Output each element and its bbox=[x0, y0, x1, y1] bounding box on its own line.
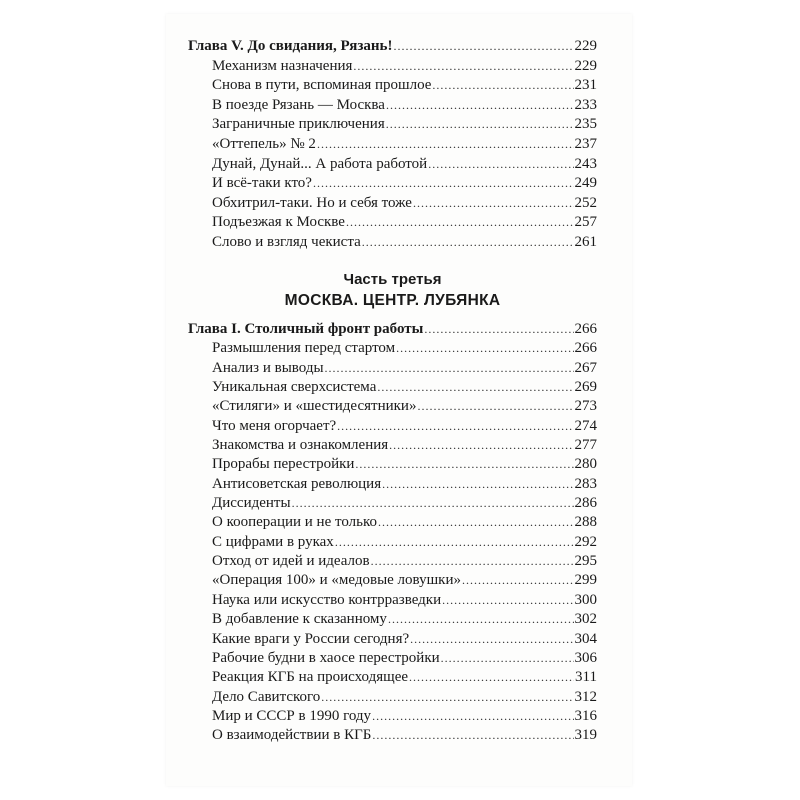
entry-title: Прорабы перестройки bbox=[212, 456, 355, 473]
dot-leader bbox=[321, 688, 573, 707]
dot-leader bbox=[382, 475, 573, 494]
dot-leader bbox=[372, 707, 573, 726]
entry-title: В добавление к сказанному bbox=[212, 611, 387, 628]
entry-title: Дунай, Дунай... А работа работой bbox=[212, 155, 428, 172]
toc-entry bbox=[188, 378, 597, 397]
dot-leader bbox=[417, 397, 573, 416]
page-number: 277 bbox=[574, 437, 597, 454]
page-number: 299 bbox=[574, 572, 597, 589]
entry-title: «Операция 100» и «медовые ловушки» bbox=[212, 572, 461, 589]
entry-title: Отход от идей и идеалов bbox=[212, 553, 370, 570]
page-number: 292 bbox=[574, 533, 597, 550]
entry-title: «Стиляги» и «шестидесятники» bbox=[212, 398, 417, 415]
entry-title: Диссиденты bbox=[212, 495, 291, 512]
page-number: 257 bbox=[574, 214, 597, 231]
page-number: 316 bbox=[574, 707, 597, 724]
page-number: 319 bbox=[574, 727, 597, 744]
page-number: 266 bbox=[574, 340, 597, 357]
entry-title: Реакция КГБ на происходящее bbox=[212, 669, 409, 686]
toc-entry bbox=[188, 339, 597, 358]
entry-title: Антисоветская революция bbox=[212, 475, 382, 492]
dot-leader bbox=[346, 213, 574, 233]
toc-entry bbox=[188, 57, 597, 77]
dot-leader bbox=[355, 455, 573, 474]
dot-leader bbox=[362, 233, 574, 253]
dot-leader bbox=[386, 115, 574, 135]
entry-title: Знакомства и ознакомления bbox=[212, 437, 389, 454]
toc-entry bbox=[188, 455, 597, 474]
dot-leader bbox=[413, 194, 574, 214]
toc-entry bbox=[188, 494, 597, 513]
toc-entry bbox=[188, 630, 597, 649]
chapter-title: Глава V. До свидания, Рязань! bbox=[188, 38, 393, 54]
dot-leader bbox=[388, 610, 574, 629]
toc-entry bbox=[188, 359, 597, 378]
dot-leader bbox=[337, 417, 573, 436]
entry-title: Уникальная сверхсистема bbox=[212, 379, 377, 396]
entry-title: И всё-таки кто? bbox=[212, 175, 312, 192]
toc-entry bbox=[188, 571, 597, 590]
toc-entry bbox=[188, 96, 597, 116]
dot-leader bbox=[378, 513, 573, 532]
toc-entry bbox=[188, 397, 597, 416]
dot-leader bbox=[335, 533, 574, 552]
toc-entry bbox=[188, 688, 597, 707]
dot-leader bbox=[325, 359, 574, 378]
entry-title: Снова в пути, вспоминая прошлое bbox=[212, 77, 432, 94]
dot-leader bbox=[409, 668, 574, 687]
page-number: 280 bbox=[574, 456, 597, 473]
entry-title: В поезде Рязань — Москва bbox=[212, 96, 385, 113]
toc-entry bbox=[188, 155, 597, 175]
entry-title: О взаимодействии в КГБ bbox=[212, 727, 372, 744]
entry-title: Заграничные приключения bbox=[212, 116, 385, 133]
toc-entry bbox=[188, 76, 597, 96]
page-number: 269 bbox=[574, 379, 597, 396]
entry-title: Размышления перед стартом bbox=[212, 340, 396, 357]
page-number: 249 bbox=[574, 175, 597, 192]
entry-title: Подъезжая к Москве bbox=[212, 214, 345, 231]
entry-title: Мир и СССР в 1990 году bbox=[212, 707, 372, 724]
toc-entry bbox=[188, 649, 597, 668]
entry-title: Дело Савитского bbox=[212, 688, 321, 705]
dot-leader bbox=[432, 76, 573, 96]
part-title: МОСКВА. ЦЕНТР. ЛУБЯНКА bbox=[284, 292, 501, 309]
dot-leader bbox=[377, 378, 573, 397]
toc-entry bbox=[188, 513, 597, 532]
dot-leader bbox=[353, 57, 573, 77]
toc-entry bbox=[188, 533, 597, 552]
toc-entry bbox=[188, 174, 597, 194]
page-number: 283 bbox=[574, 475, 597, 492]
toc-entry bbox=[188, 135, 597, 155]
page-number: 295 bbox=[574, 553, 597, 570]
dot-leader bbox=[371, 552, 574, 571]
dot-leader bbox=[317, 135, 574, 155]
toc-entry bbox=[188, 668, 597, 687]
toc-entry bbox=[188, 213, 597, 233]
toc-entry bbox=[188, 475, 597, 494]
dot-leader bbox=[292, 494, 574, 513]
dot-leader bbox=[396, 339, 573, 358]
page-number: 235 bbox=[574, 116, 597, 133]
dot-leader bbox=[386, 96, 574, 116]
dot-leader bbox=[462, 571, 574, 590]
dot-leader bbox=[372, 726, 573, 745]
page-number: 266 bbox=[574, 321, 597, 337]
entry-title: О кооперации и не только bbox=[212, 514, 378, 531]
toc-entry bbox=[188, 610, 597, 629]
page-number: 229 bbox=[574, 38, 597, 54]
dot-leader bbox=[428, 155, 573, 175]
entry-title: Какие враги у России сегодня? bbox=[212, 630, 410, 647]
toc-entry bbox=[188, 707, 597, 726]
entry-title: Механизм назначения bbox=[212, 57, 353, 74]
toc-entry bbox=[188, 552, 597, 571]
entry-title: Что меня огорчает? bbox=[212, 417, 337, 434]
chapter-title: Глава I. Столичный фронт работы bbox=[188, 321, 424, 337]
toc-entry bbox=[188, 233, 597, 253]
page-number: 267 bbox=[574, 359, 597, 376]
page-number: 304 bbox=[574, 630, 597, 647]
page-number: 273 bbox=[574, 398, 597, 415]
entry-title: Рабочие будни в хаосе перестройки bbox=[212, 649, 440, 666]
page-number: 231 bbox=[574, 77, 597, 94]
page-number: 288 bbox=[574, 514, 597, 531]
page-number: 233 bbox=[574, 96, 597, 113]
dot-leader bbox=[424, 320, 573, 339]
entry-title: Слово и взгляд чекиста bbox=[212, 233, 361, 250]
page-number: 300 bbox=[574, 591, 597, 608]
page-number: 229 bbox=[574, 57, 597, 74]
toc-section bbox=[188, 37, 597, 253]
dot-leader bbox=[410, 630, 573, 649]
dot-leader bbox=[442, 591, 573, 610]
entry-title: С цифрами в руках bbox=[212, 533, 334, 550]
dot-leader bbox=[441, 649, 574, 668]
page-number: 302 bbox=[574, 611, 597, 628]
toc-entry bbox=[188, 436, 597, 455]
toc-entry bbox=[188, 726, 597, 745]
entry-title: Наука или искусство контрразведки bbox=[212, 591, 442, 608]
dot-leader bbox=[393, 37, 573, 57]
toc-section bbox=[188, 320, 597, 746]
dot-leader bbox=[389, 436, 573, 455]
entry-title: «Оттепель» № 2 bbox=[212, 135, 316, 152]
page-number: 237 bbox=[574, 135, 597, 152]
page-number: 252 bbox=[574, 194, 597, 211]
page-number: 312 bbox=[574, 688, 597, 705]
toc-entry bbox=[188, 115, 597, 135]
page-number: 274 bbox=[574, 417, 597, 434]
page-number: 243 bbox=[574, 155, 597, 172]
page-number: 306 bbox=[574, 649, 597, 666]
chapter-row bbox=[188, 320, 597, 339]
part-heading bbox=[188, 270, 597, 312]
chapter-row bbox=[188, 37, 597, 57]
page-number: 261 bbox=[574, 233, 597, 250]
part-label: Часть третья bbox=[343, 271, 442, 288]
toc-entry bbox=[188, 417, 597, 436]
page-number: 286 bbox=[574, 495, 597, 512]
dot-leader bbox=[313, 174, 574, 194]
toc-entry bbox=[188, 194, 597, 214]
toc-entry bbox=[188, 591, 597, 610]
entry-title: Анализ и выводы bbox=[212, 359, 324, 376]
page-number: 311 bbox=[575, 669, 597, 686]
entry-title: Обхитрил-таки. Но и себя тоже bbox=[212, 194, 412, 211]
